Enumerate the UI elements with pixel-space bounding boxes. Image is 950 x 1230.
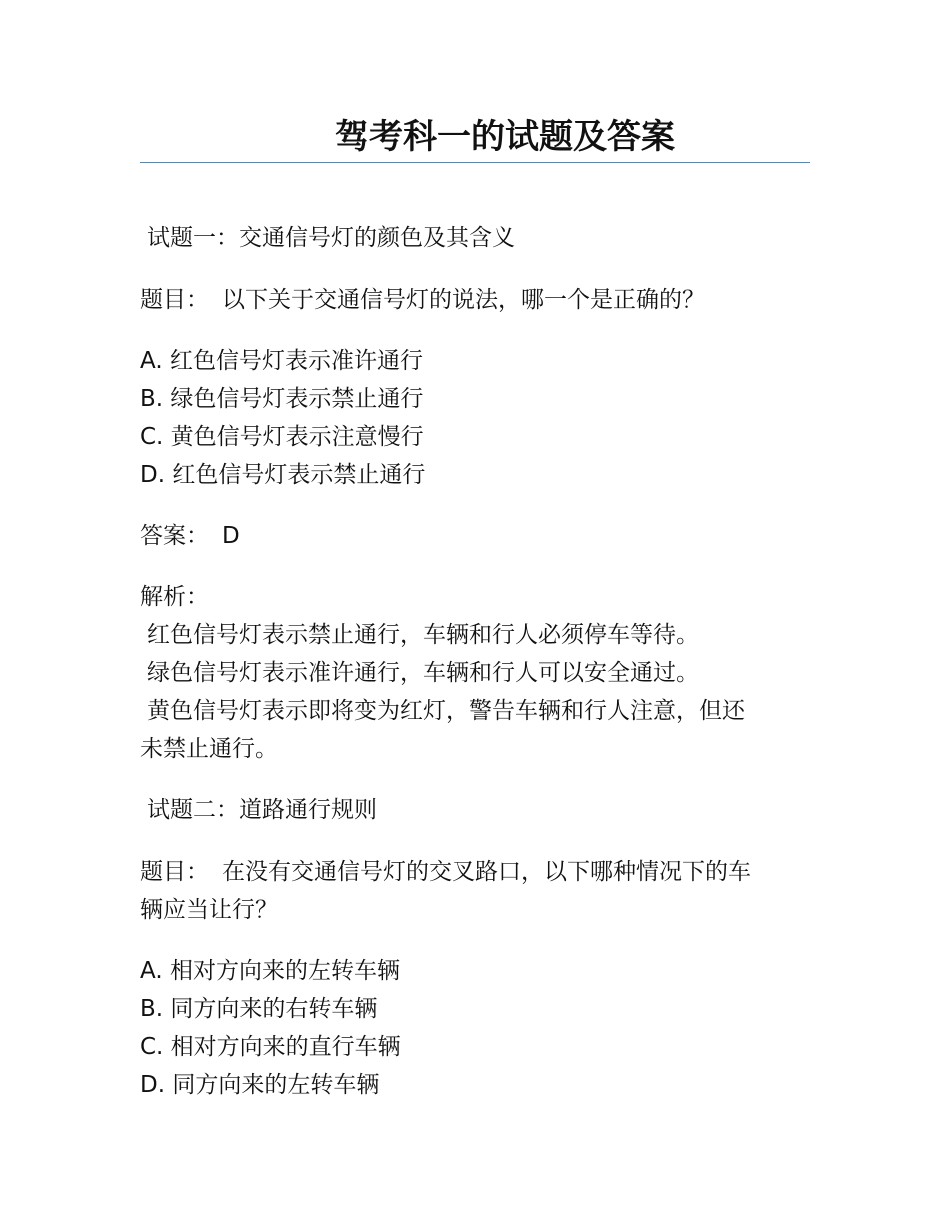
- q1-analysis-line: 黄色信号灯表示即将变为红灯，警告车辆和行人注意，但还: [147, 698, 745, 724]
- q1-answer-value: D: [222, 523, 240, 549]
- q2-heading: 试题二：道路通行规则: [147, 797, 377, 823]
- q1-analysis-label: 解析：: [140, 584, 209, 610]
- q1-answer: [140, 517, 240, 555]
- q1-question-label: 题目：: [140, 287, 209, 313]
- q1-answer-label: 答案：: [140, 523, 209, 549]
- q1-option-d: D. 红色信号灯表示禁止通行: [140, 462, 426, 488]
- q2-option-d: D. 同方向来的左转车辆: [140, 1072, 380, 1098]
- q1-question: [140, 281, 705, 319]
- q2-question-label: 题目：: [140, 859, 209, 885]
- q2-option-c: C. 相对方向来的直行车辆: [140, 1034, 401, 1060]
- q2-question-text: 在没有交通信号灯的交叉路口，以下哪种情况下的车: [222, 859, 751, 885]
- q2-option-a: A. 相对方向来的左转车辆: [140, 958, 400, 984]
- document-title: 驾考科一的试题及答案: [335, 117, 675, 157]
- q1-question-text: 以下关于交通信号灯的说法，哪一个是正确的？: [222, 287, 705, 313]
- q1-analysis-line: 未禁止通行。: [140, 736, 278, 762]
- title-divider: [140, 162, 810, 163]
- q1-option-a: A. 红色信号灯表示准许通行: [140, 348, 423, 374]
- q2-question-continued: 辆应当让行？: [140, 897, 278, 923]
- q1-heading: 试题一：交通信号灯的颜色及其含义: [147, 225, 515, 251]
- q1-option-c: C. 黄色信号灯表示注意慢行: [140, 424, 424, 450]
- q1-analysis-line: 绿色信号灯表示准许通行，车辆和行人可以安全通过。: [147, 660, 699, 686]
- q2-question: [140, 853, 751, 891]
- q2-option-b: B. 同方向来的右转车辆: [140, 996, 378, 1022]
- q1-analysis-line: 红色信号灯表示禁止通行，车辆和行人必须停车等待。: [147, 622, 699, 648]
- q1-option-b: B. 绿色信号灯表示禁止通行: [140, 386, 424, 412]
